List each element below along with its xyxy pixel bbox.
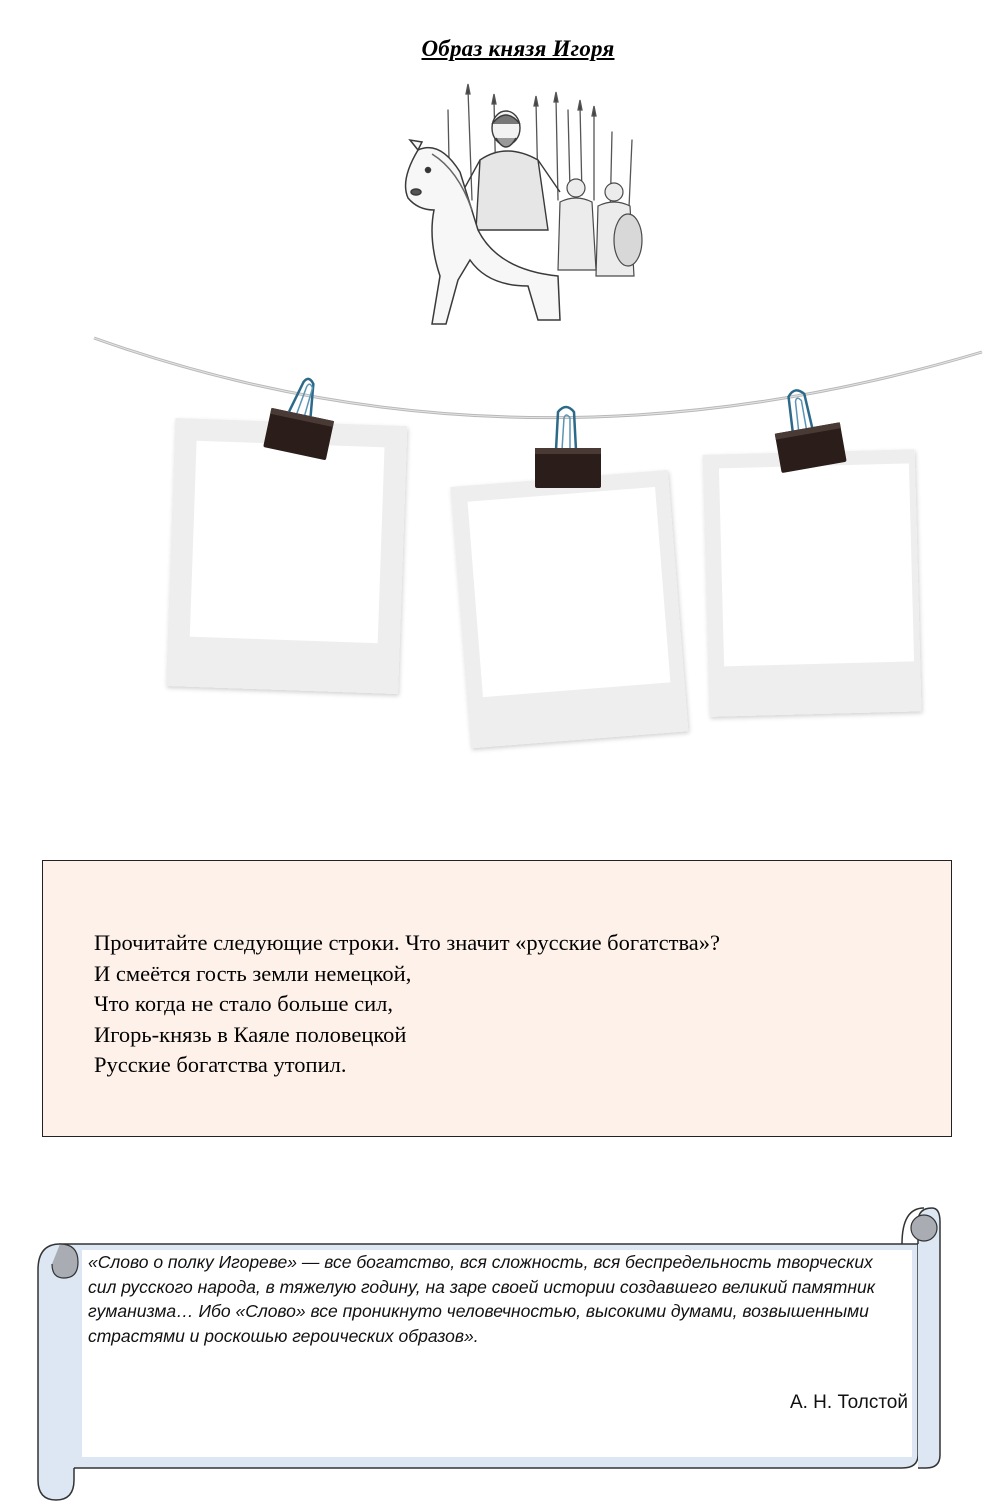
quote-text: «Слово о полку Игореве» — все богатство, вся сложность, вся беспредельность творческих сил русского народа, в тяжелую годину, на заре своей истории создавшего великий памятник гуманизма… Ибо «Слово» все проникнуто человечностью, высокими думами, возвышенными страстями и роскошью героических образов». [88, 1252, 875, 1346]
quote-author: А. Н. Толстой [789, 1392, 908, 1413]
prince-igor-on-horse-sketch-icon [388, 80, 660, 336]
scroll-banner-icon [30, 1200, 950, 1505]
photo-frame-2 [450, 470, 688, 748]
clothesline-photo-frames [0, 330, 985, 760]
task-question: Прочитайте следующие строки. Что значит «русские богатства»? [94, 930, 720, 955]
page-title: Образ князя Игоря [421, 36, 615, 61]
binder-clip-icon [768, 384, 847, 473]
photo-frame-3 [703, 449, 922, 716]
poem-line: Игорь-князь в Каяле половецкой [94, 1021, 407, 1047]
photo-frame-1 [166, 418, 407, 694]
poem-line: Русские богатства утопил. [94, 1052, 347, 1077]
task-text [94, 928, 720, 1081]
task-box [42, 860, 952, 1137]
poem-line: Что когда не стало больше сил, [94, 991, 393, 1016]
quote-scroll [30, 1200, 950, 1505]
poem-line: И смеётся гость земли немецкой, [94, 960, 412, 986]
